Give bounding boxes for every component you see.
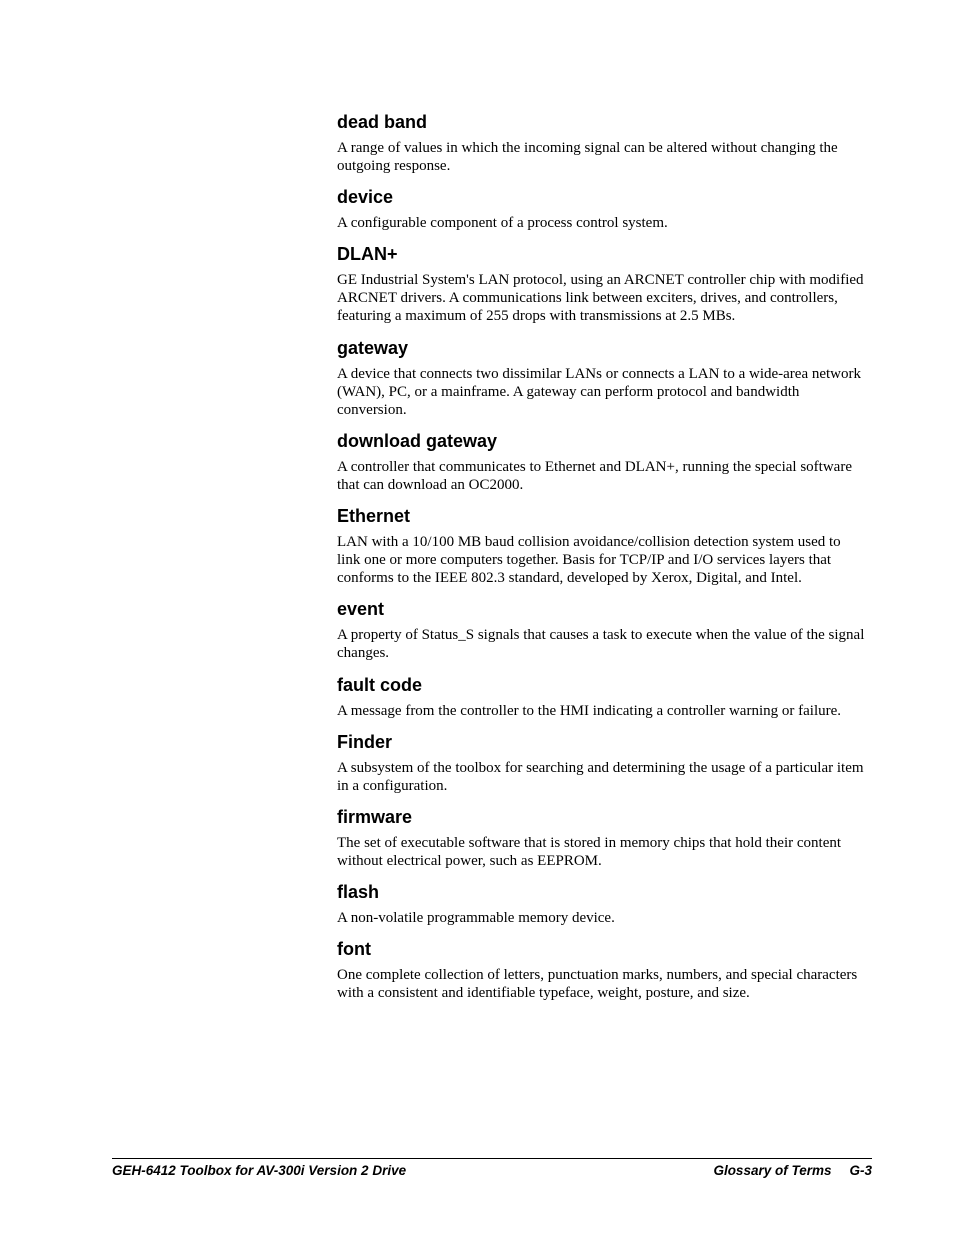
term-definition: A controller that communicates to Ethernet and DLAN+, running the special software that can download an OC2000. (337, 458, 852, 493)
term-definition: A configurable component of a process control system. (337, 215, 668, 232)
term-definition: GE Industrial System's LAN protocol, using an ARCNET controller chip with modified ARCNET drivers. A communications link between exciters, drives, and controllers, featuring a maximum of 255 drops with transmissions at 2.5 MBs. (337, 272, 864, 325)
page-footer (112, 1161, 872, 1181)
term-definition: A property of Status_S signals that causes a task to execute when the value of the signal changes. (337, 627, 865, 662)
glossary-entry-download-gateway (337, 429, 867, 494)
footer-right-group (713, 1161, 872, 1181)
term-heading: dead band (337, 112, 428, 132)
term-definition: A non-volatile programmable memory device. (337, 909, 615, 926)
term-heading: Ethernet (337, 506, 411, 527)
glossary-entry-flash (337, 880, 867, 927)
glossary-entries (337, 110, 867, 1012)
footer-page-number: G-3 (849, 1163, 872, 1178)
term-definition: A subsystem of the toolbox for searching and determining the usage of a particular item in a configuration. (337, 759, 864, 794)
glossary-entry-dlan (337, 242, 867, 325)
glossary-entry-firmware (337, 805, 867, 870)
term-heading: flash (337, 881, 380, 902)
term-heading: Finder (337, 731, 393, 752)
glossary-entry-finder (337, 730, 867, 795)
footer-section-name: Glossary of Terms (713, 1163, 832, 1178)
glossary-entry-ethernet (337, 504, 867, 587)
footer-document-title: GEH-6412 Toolbox for AV-300i Version 2 Drive (112, 1163, 407, 1178)
footer-divider (112, 1158, 872, 1159)
term-heading: fault code (337, 674, 423, 695)
term-definition: A message from the controller to the HMI indicating a controller warning or failure. (337, 702, 842, 719)
glossary-entry-font (337, 937, 867, 1002)
term-definition: The set of executable software that is stored in memory chips that hold their content without electrical power, such as EEPROM. (337, 834, 842, 869)
term-definition: LAN with a 10/100 MB baud collision avoidance/collision detection system used to link one or more computers together. Basis for TCP/IP and I/O services layers that conforms to the IEEE 802.3 standard, developed by Xerox, Digital, and Intel. (337, 534, 841, 587)
term-definition: A device that connects two dissimilar LANs or connects a LAN to a wide-area network (WAN), PC, or a mainframe. A gateway can perform protocol and bandwidth conversion. (337, 365, 862, 418)
term-heading: gateway (337, 337, 409, 358)
glossary-entry-gateway (337, 336, 867, 419)
glossary-entry-fault-code (337, 673, 867, 720)
glossary-entry-device (337, 185, 867, 232)
term-definition: A range of values in which the incoming signal can be altered without changing the outgoing response. (337, 140, 838, 175)
glossary-entry-dead-band (337, 110, 867, 175)
glossary-entry-event (337, 597, 867, 662)
term-definition: One complete collection of letters, punctuation marks, numbers, and special characters with a consistent and identifiable typeface, weight, posture, and size. (337, 967, 858, 1002)
term-heading: download gateway (337, 430, 498, 451)
term-heading: DLAN+ (337, 244, 398, 265)
term-heading: event (337, 599, 385, 620)
term-heading: device (337, 187, 394, 208)
term-heading: firmware (337, 806, 413, 827)
term-heading: font (337, 939, 371, 960)
